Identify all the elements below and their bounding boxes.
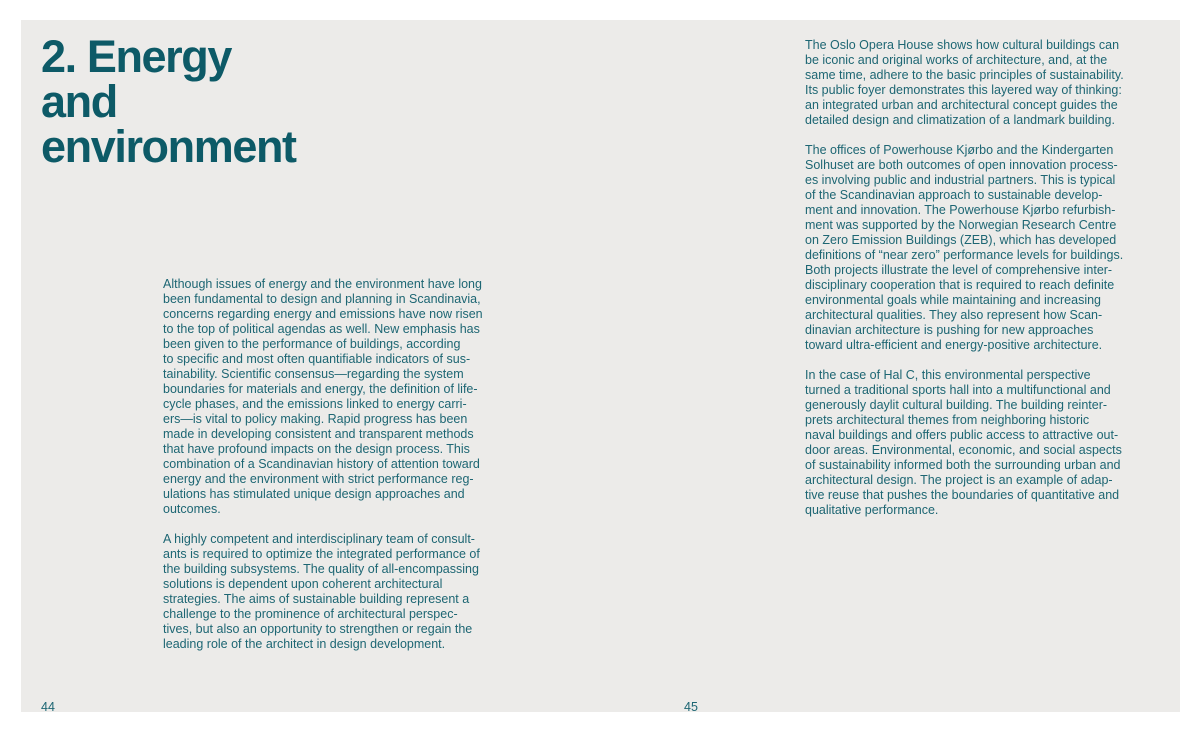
text-line: been given to the performance of buildings, according [163, 337, 461, 351]
text-line: that have profound impacts on the design process. This [163, 442, 470, 456]
text-line: es involving public and industrial partners. This is typical [805, 173, 1116, 187]
body-paragraph [805, 143, 1165, 353]
text-line: tainability. Scientific consensus—regarding the system [163, 367, 464, 381]
text-line: door areas. Environmental, economic, and social aspects [805, 443, 1122, 457]
chapter-title [41, 31, 296, 172]
text-line: ment was supported by the Norwegian Research Centre [805, 218, 1117, 232]
text-line: concerns regarding energy and emissions have now risen [163, 307, 483, 321]
text-line: challenge to the prominence of architectural perspec- [163, 607, 458, 621]
text-line: energy and the environment with strict performance reg- [163, 472, 474, 486]
text-line: outcomes. [163, 502, 221, 516]
chapter-title-line: and [41, 76, 117, 127]
text-line: The Oslo Opera House shows how cultural buildings can [805, 38, 1120, 52]
text-line: ment and innovation. The Powerhouse Kjørbo refurbish- [805, 203, 1116, 217]
text-line: naval buildings and offers public access to attractive out- [805, 428, 1119, 442]
text-line: combination of a Scandinavian history of attention toward [163, 457, 480, 471]
text-line: prets architectural themes from neighboring historic [805, 413, 1090, 427]
body-paragraph [805, 38, 1165, 128]
text-line: same time, adhere to the basic principles of sustainability. [805, 68, 1124, 82]
text-line: to specific and most often quantifiable indicators of sus- [163, 352, 471, 366]
text-line: leading role of the architect in design development. [163, 637, 446, 651]
text-line: on Zero Emission Buildings (ZEB), which has developed [805, 233, 1117, 247]
chapter-title-line: environment [41, 121, 296, 172]
text-line: solutions is dependent upon coherent architectural [163, 577, 443, 591]
text-line: environmental goals while maintaining and increasing [805, 293, 1102, 307]
text-line: strategies. The aims of sustainable building represent a [163, 592, 470, 606]
text-line: In the case of Hal C, this environmental perspective [805, 368, 1091, 382]
text-line: be iconic and original works of architecture, and, at the [805, 53, 1108, 67]
text-line: Both projects illustrate the level of comprehensive inter- [805, 263, 1113, 277]
left-text-column [163, 277, 523, 652]
text-line: tives, but also an opportunity to strengthen or regain the [163, 622, 473, 636]
text-line: of sustainability informed both the surrounding urban and [805, 458, 1121, 472]
text-line: the building subsystems. The quality of all-encompassing [163, 562, 479, 576]
text-line: ants is required to optimize the integrated performance of [163, 547, 480, 561]
right-text-column [805, 38, 1165, 518]
text-line: ers—is vital to policy making. Rapid progress has been [163, 412, 468, 426]
text-line: ulations has stimulated unique design approaches and [163, 487, 465, 501]
text-line: Solhuset are both outcomes of open innovation process- [805, 158, 1118, 172]
body-paragraph [163, 532, 523, 652]
text-line: turned a traditional sports hall into a multifunctional and [805, 383, 1111, 397]
page-number-left: 44 [41, 700, 55, 714]
body-paragraph [163, 277, 523, 517]
text-line: definitions of “near zero” performance levels for buildings. [805, 248, 1124, 262]
text-line: boundaries for materials and energy, the definition of life- [163, 382, 478, 396]
text-line: generously daylit cultural building. The building reinter- [805, 398, 1108, 412]
body-paragraph [805, 368, 1165, 518]
text-line: tive reuse that pushes the boundaries of quantitative and [805, 488, 1120, 502]
text-line: A highly competent and interdisciplinary team of consult- [163, 532, 475, 546]
text-line: to the top of political agendas as well. New emphasis has [163, 322, 480, 336]
text-line: Although issues of energy and the environment have long [163, 277, 482, 291]
chapter-title-line: 2. Energy [41, 31, 231, 82]
text-line: of the Scandinavian approach to sustainable develop- [805, 188, 1103, 202]
text-line: Its public foyer demonstrates this layered way of thinking: [805, 83, 1122, 97]
text-line: an integrated urban and architectural concept guides the [805, 98, 1118, 112]
text-line: qualitative performance. [805, 503, 939, 517]
text-line: dinavian architecture is pushing for new approaches [805, 323, 1094, 337]
text-line: toward ultra-efficient and energy-positive architecture. [805, 338, 1103, 352]
text-line: made in developing consistent and transparent methods [163, 427, 474, 441]
text-line: disciplinary cooperation that is required to reach definite [805, 278, 1115, 292]
text-line: architectural design. The project is an example of adap- [805, 473, 1113, 487]
text-line: detailed design and climatization of a landmark building. [805, 113, 1115, 127]
text-line: The offices of Powerhouse Kjørbo and the Kindergarten [805, 143, 1114, 157]
text-line: cycle phases, and the emissions linked to energy carri- [163, 397, 467, 411]
text-line: been fundamental to design and planning in Scandinavia, [163, 292, 481, 306]
text-line: architectural qualities. They also represent how Scan- [805, 308, 1103, 322]
page-number-right: 45 [684, 700, 698, 714]
